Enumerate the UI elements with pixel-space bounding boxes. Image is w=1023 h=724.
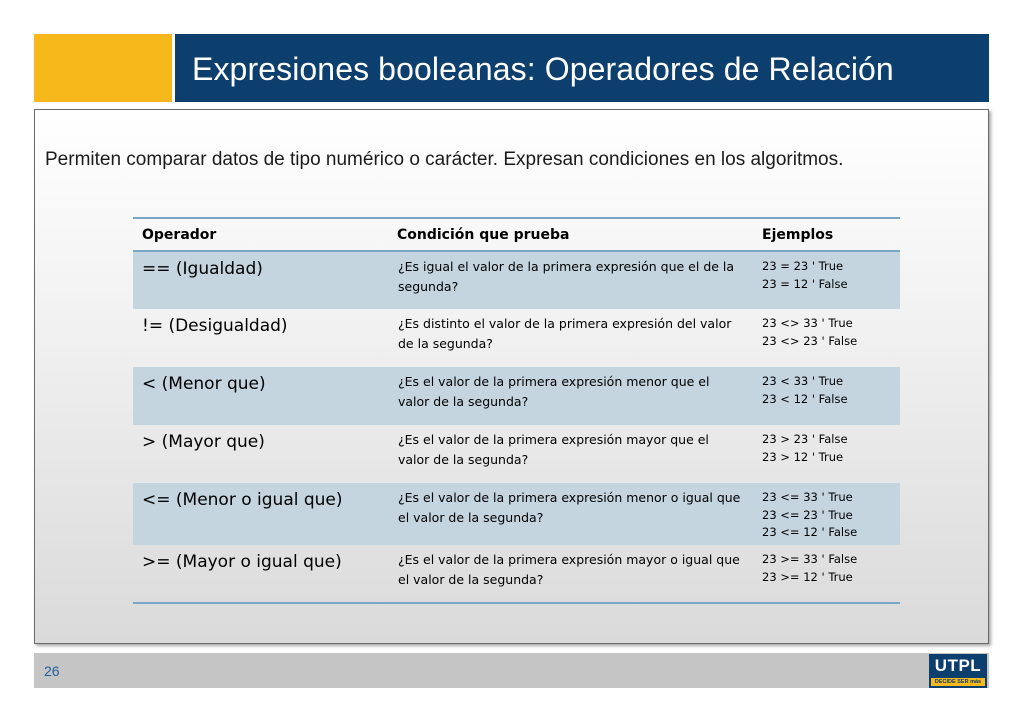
operator-cell: == (Igualdad) [133, 251, 388, 309]
example-line: 23 = 23 ' True [762, 259, 844, 273]
operator-cell: <= (Menor o igual que) [133, 483, 388, 545]
example-line: 23 > 12 ' True [762, 449, 844, 464]
table-row [133, 251, 900, 309]
examples-cell [753, 425, 900, 483]
example-line: 23 <> 33 ' True [762, 316, 853, 330]
table-row [133, 367, 900, 425]
examples-cell [753, 545, 900, 603]
examples-cell [753, 309, 900, 367]
example-line: 23 <= 23 ' True [762, 507, 853, 522]
content-panel [34, 109, 989, 644]
page-number: 26 [44, 663, 60, 679]
logo-text: UTPL [934, 656, 982, 675]
table-row [133, 309, 900, 367]
operator-cell: > (Mayor que) [142, 432, 265, 452]
examples-cell [753, 367, 900, 425]
condition-cell: ¿Es igual el valor de la primera expresión que el de la segunda? [388, 251, 753, 309]
example-line: 23 < 12 ' False [762, 391, 848, 406]
operator-cell: >= (Mayor o igual que) [142, 552, 342, 572]
operator-cell: < (Menor que) [133, 367, 388, 425]
example-line: 23 > 23 ' False [762, 432, 848, 446]
intro-text: Permiten comparar datos de tipo numérico o carácter. Expresan condiciones en los algoritmos. [45, 149, 844, 170]
example-line: 23 >= 33 ' False [762, 552, 858, 566]
operators-table [133, 217, 900, 604]
header-condicion: Condición que prueba [388, 218, 753, 251]
header-ejemplos: Ejemplos [753, 218, 900, 251]
title-bar [175, 34, 989, 102]
example-line: 23 <= 33 ' True [762, 490, 853, 504]
table-row [133, 545, 900, 603]
example-line: 23 <> 23 ' False [762, 333, 858, 348]
condition-cell: ¿Es distinto el valor de la primera expresión del valor de la segunda? [398, 316, 732, 351]
example-line: 23 < 33 ' True [762, 374, 844, 388]
condition-cell: ¿Es el valor de la primera expresión mayor que el valor de la segunda? [398, 432, 709, 467]
header-accent-block [34, 34, 172, 102]
logo-tagline: DECIDE SER más [931, 678, 985, 686]
condition-cell: ¿Es el valor de la primera expresión menor o igual que el valor de la segunda? [388, 483, 753, 545]
operator-cell: != (Desigualdad) [142, 316, 288, 336]
slide-title: Expresiones booleanas: Operadores de Relación [192, 51, 894, 87]
condition-cell: ¿Es el valor de la primera expresión menor que el valor de la segunda? [388, 367, 753, 425]
example-line: 23 >= 12 ' True [762, 569, 853, 584]
example-line: 23 <= 12 ' False [762, 525, 858, 539]
examples-cell [753, 251, 900, 309]
condition-cell: ¿Es el valor de la primera expresión mayor o igual que el valor de la segunda? [398, 552, 740, 587]
table-header-row [133, 218, 900, 251]
table-row [133, 483, 900, 545]
header-operador: Operador [133, 218, 388, 251]
example-line: 23 = 12 ' False [762, 276, 848, 291]
examples-cell [753, 483, 900, 545]
utpl-logo [929, 654, 987, 688]
table-row [133, 425, 900, 483]
footer-bar [34, 653, 989, 688]
